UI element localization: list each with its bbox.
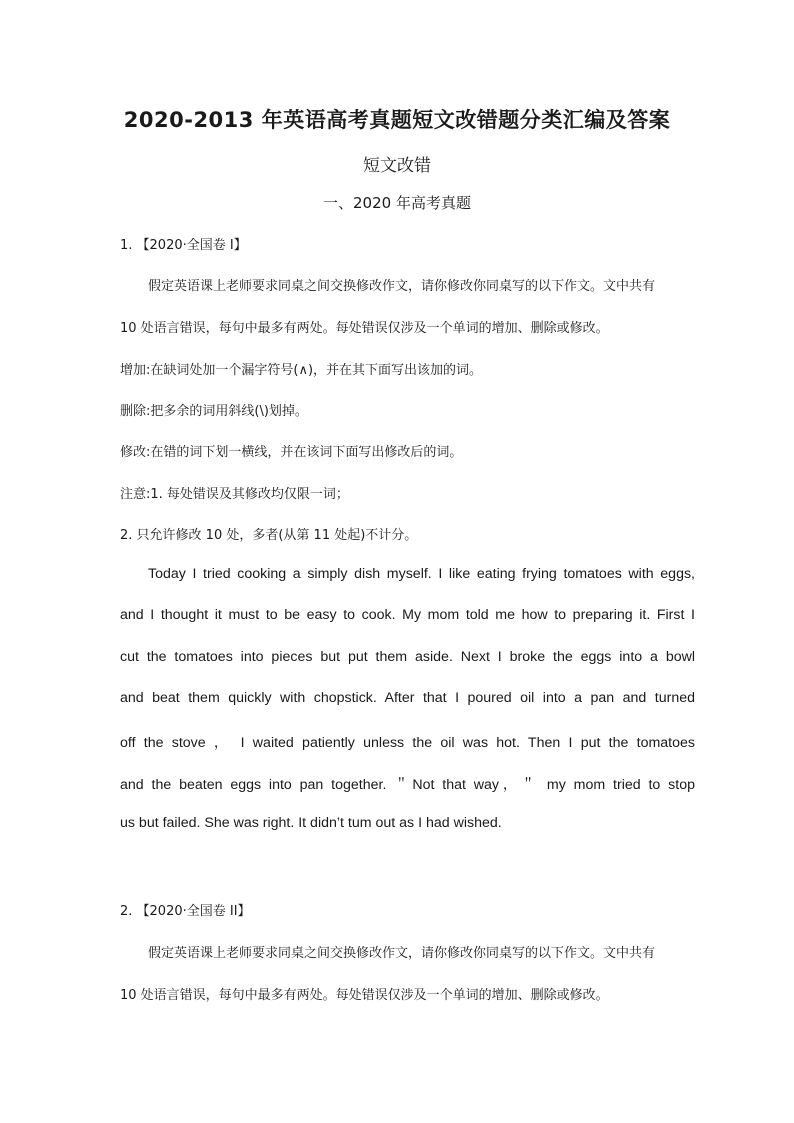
delete-rule: 删除:把多余的词用斜线(\)划掉。 — [120, 404, 308, 419]
question-1-instruction-line-2: 10 处语言错误，每句中最多有两处。每处错误仅涉及一个单词的增加、删除或修改。 — [120, 321, 609, 336]
section-heading: 一、2020 年高考真题 — [323, 194, 471, 212]
question-2-instruction-line-1: 假定英语课上老师要求同桌之间交换修改作文，请你修改你同桌写的以下作文。文中共有 — [148, 946, 656, 961]
passage-line: us but failed. She was right. It didn’t tum out as I had wished. — [120, 815, 502, 831]
passage-line: and I thought it must to be easy to cook. My mom told me how to preparing it. First I — [120, 607, 695, 623]
document-title: 2020-2013 年英语高考真题短文改错题分类汇编及答案 — [123, 108, 671, 132]
note-1: 注意:1. 每处错误及其修改均仅限一词； — [120, 487, 349, 502]
question-1-label: 1. 【2020·全国卷 I】 — [120, 238, 247, 253]
question-2-label: 2. 【2020·全国卷 II】 — [120, 904, 251, 919]
modify-rule: 修改:在错的词下划一横线，并在该词下面写出修改后的词。 — [120, 445, 463, 460]
passage-line: off the stove ， I waited patiently unless the oil was hot. Then I put the tomatoes — [120, 735, 695, 751]
passage-line: and the beaten eggs into pan together. ＂Not that way，＂ my mom tried to stop — [120, 777, 695, 793]
note-2: 2. 只允许修改 10 处，多者(从第 11 处起)不计分。 — [120, 528, 418, 543]
question-2-instruction-line-2: 10 处语言错误，每句中最多有两处。每处错误仅涉及一个单词的增加、删除或修改。 — [120, 988, 609, 1003]
document-subtitle: 短文改错 — [363, 156, 431, 176]
question-1-instruction-line-1: 假定英语课上老师要求同桌之间交换修改作文，请你修改你同桌写的以下作文。文中共有 — [148, 279, 656, 294]
add-rule: 增加:在缺词处加一个漏字符号(∧)，并在其下面写出该加的词。 — [120, 363, 483, 378]
passage-line: Today I tried cooking a simply dish myself. I like eating frying tomatoes with eggs, — [148, 566, 695, 582]
passage-line: cut the tomatoes into pieces but put them aside. Next I broke the eggs into a bowl — [120, 649, 695, 665]
passage-line: and beat them quickly with chopstick. After that I poured oil into a pan and turned — [120, 690, 695, 706]
